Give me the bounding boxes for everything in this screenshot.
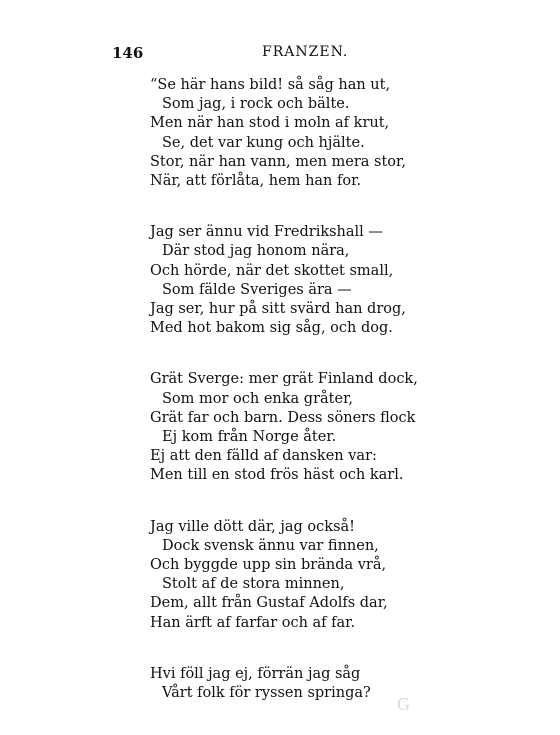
verse-line: Men när han stod i moln af krut, <box>150 115 390 132</box>
verse-line: Stolt af de stora minnen, <box>162 576 345 593</box>
verse-line: Dem, allt från Gustaf Adolfs dar, <box>150 595 388 612</box>
watermark: G <box>397 694 410 714</box>
verse-line: Ej kom från Norge åter. <box>162 429 337 446</box>
verse-line: Stor, när han vann, men mera stor, <box>150 153 406 170</box>
verse-line: Se, det var kung och hjälte. <box>162 134 365 151</box>
stanza <box>150 518 530 633</box>
verse-line: Med hot bakom sig såg, och dog. <box>150 320 393 337</box>
verse-line: Hvi föll jag ej, förrän jag såg <box>150 665 361 682</box>
verse-line: “Se här hans bild! så såg han ut, <box>150 77 391 93</box>
verse-line: Ej att den fälld af dansken var: <box>150 448 377 465</box>
running-head <box>112 44 420 66</box>
verse-line: Där stod jag honom nära, <box>162 243 350 260</box>
stanza <box>150 223 530 338</box>
stanza <box>150 76 530 191</box>
verse-line: Som fälde Sveriges ära — <box>162 281 352 298</box>
poem-body <box>150 76 530 735</box>
verse-line: Jag ville dött där, jag också! <box>150 518 355 535</box>
stanza <box>150 370 530 485</box>
verse-line: Som jag, i rock och bälte. <box>162 96 350 113</box>
verse-line: Som mor och enka gråter, <box>162 390 354 407</box>
verse-line: Han ärft af farfar och af far. <box>150 614 356 631</box>
verse-line: Dock svensk ännu var finnen, <box>162 537 379 554</box>
stanza <box>150 665 530 703</box>
verse-line: Grät far och barn. Dess söners flock <box>150 409 416 426</box>
page-number: 146 <box>112 44 144 62</box>
verse-line: Jag ser, hur på sitt svärd han drog, <box>150 301 406 318</box>
verse-line: Vårt folk för ryssen springa? <box>162 685 371 702</box>
running-title: FRANZEN. <box>262 44 349 60</box>
verse-line: Men till en stod frös häst och karl. <box>150 467 404 484</box>
verse-line: Jag ser ännu vid Fredrikshall — <box>150 224 383 241</box>
verse-line: Och hörde, när det skottet small, <box>150 262 394 279</box>
verse-line: Och byggde upp sin brända vrå, <box>150 557 387 574</box>
verse-line: Grät Sverge: mer grät Finland dock, <box>150 371 418 388</box>
verse-line: När, att förlåta, hem han for. <box>150 173 362 190</box>
